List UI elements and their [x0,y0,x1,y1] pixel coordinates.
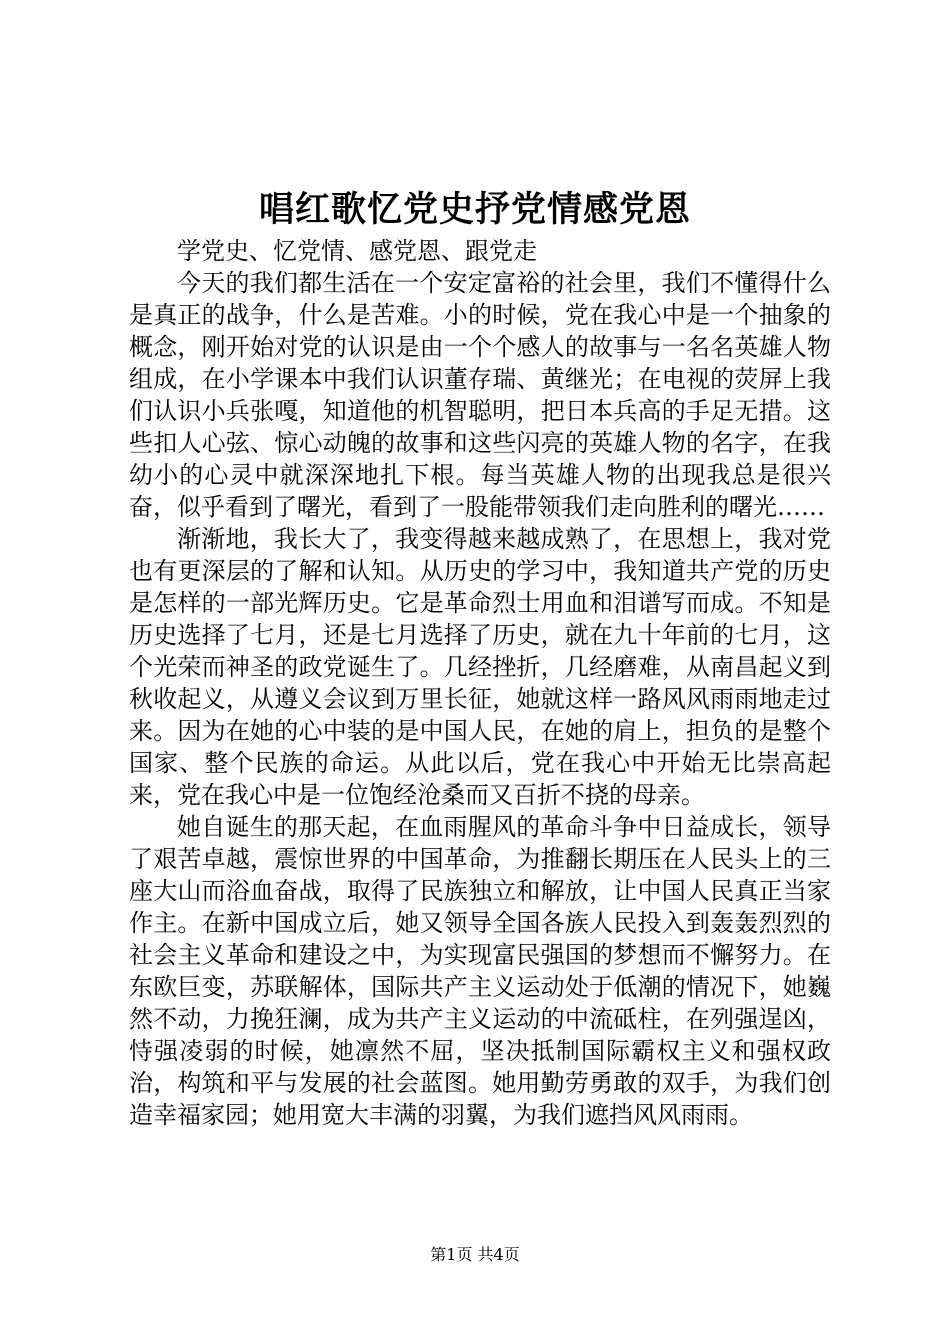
document-body [129,235,831,1131]
page-footer: 第1页 共4页 [430,1245,520,1264]
page-title: 唱红歌忆党史抒党情感党恩 [258,189,691,230]
subtitle-line: 学党史、忆党情、感党恩、跟党走 [177,237,537,265]
paragraph-1: 今天的我们都生活在一个安定富裕的社会里，我们不懂得什么是真正的战争，什么是苦难。小的时候，党在我心中是一个抽象的概念，刚开始对党的认识是由一个个感人的故事与一名名英雄人物组成，在小学课本中我们认识董存瑞、黄继光；在电视的荧屏上我们认识小兵张嘎，知道他的机智聪明，把日本兵高的手足无措。这些扣人心弦、惊心动魄的故事和这些闪亮的英雄人物的名字，在我幼小的心灵中就深深地扎下根。每当英雄人物的出现我总是很兴奋，似乎看到了曙光，看到了一股能带领我们走向胜利的曙光…… [129,269,831,521]
paragraph-2: 渐渐地，我长大了，我变得越来越成熟了，在思想上，我对党也有更深层的了解和认知。从历史的学习中，我知道共产党的历史是怎样的一部光辉历史。它是革命烈士用血和泪谱写而成。不知是历史选择了七月，还是七月选择了历史，就在九十年前的七月，这个光荣而神圣的政党诞生了。几经挫折，几经磨难，从南昌起义到秋收起义，从遵义会议到万里长征，她就这样一路风风雨雨地走过来。因为在她的心中装的是中国人民，在她的肩上，担负的是整个国家、整个民族的命运。从此以后，党在我心中开始无比崇高起来，党在我心中是一位饱经沧桑而又百折不挠的母亲。 [129,525,831,809]
paragraph-3: 她自诞生的那天起，在血雨腥风的革命斗争中日益成长，领导了艰苦卓越，震惊世界的中国革命，为推翻长期压在人民头上的三座大山而浴血奋战，取得了民族独立和解放，让中国人民真正当家作主。在新中国成立后，她又领导全国各族人民投入到轰轰烈烈的社会主义革命和建设之中，为实现富民强国的梦想而不懈努力。在东欧巨变，苏联解体，国际共产主义运动处于低潮的情况下，她巍然不动，力挽狂澜，成为共产主义运动的中流砥柱，在列强逞凶，恃强凌弱的时候，她凛然不屈，坚决抵制国际霸权主义和强权政治，构筑和平与发展的社会蓝图。她用勤劳勇敢的双手，为我们创造幸福家园；她用宽大丰满的羽翼，为我们遮挡风风雨雨。 [129,813,831,1129]
